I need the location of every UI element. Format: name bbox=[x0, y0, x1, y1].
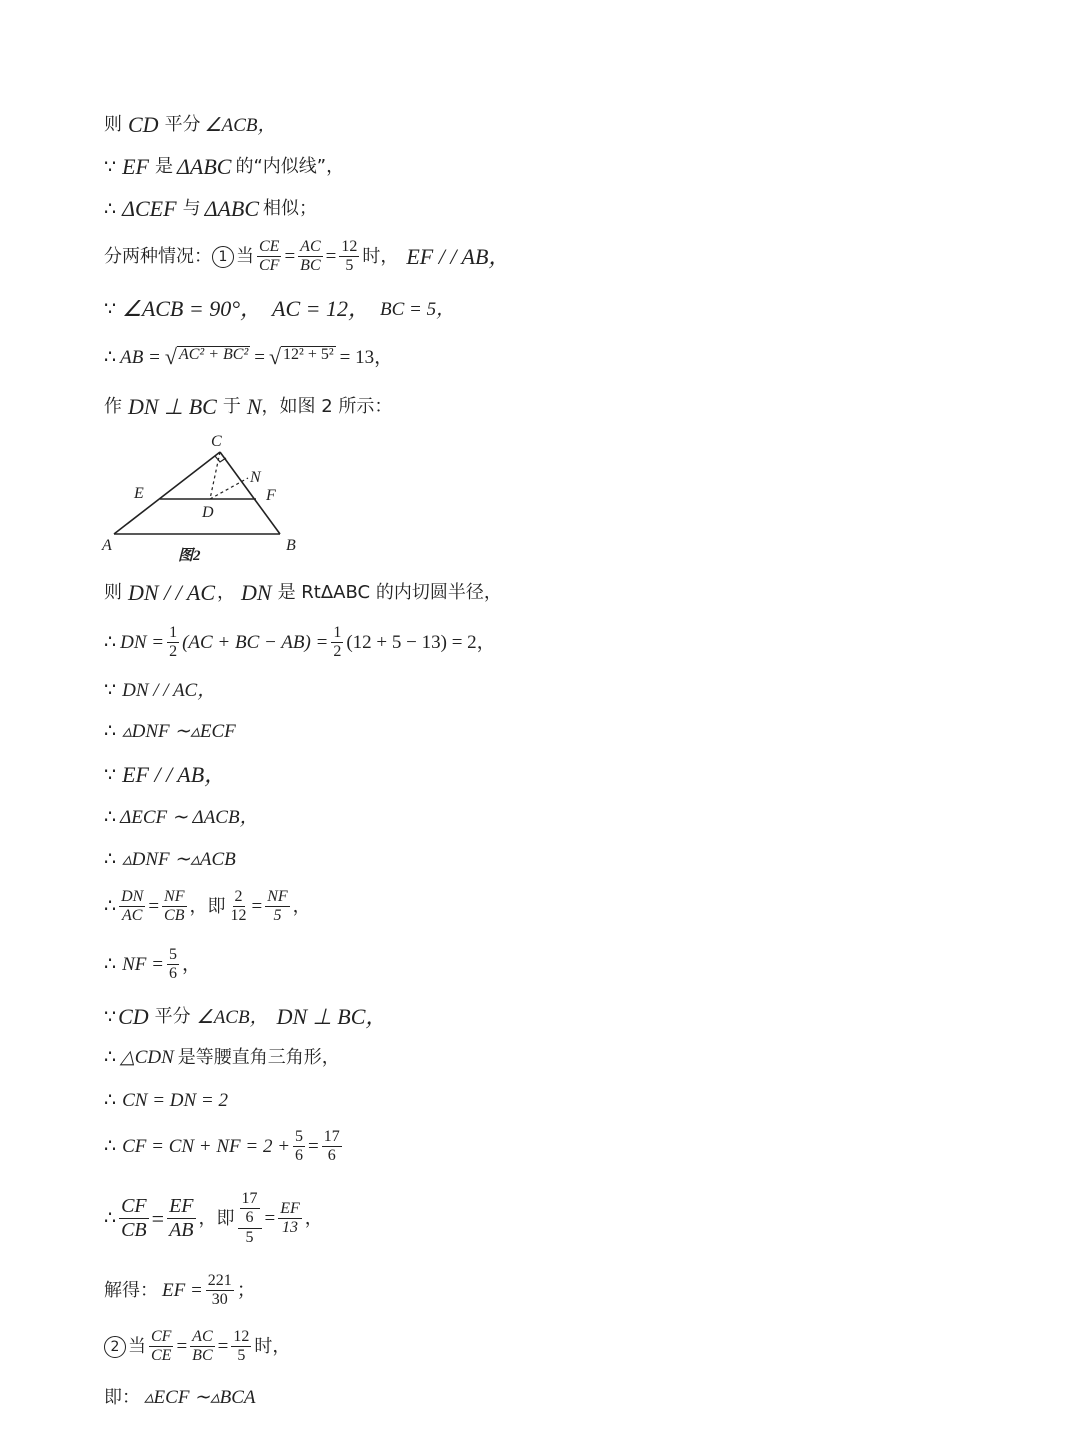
equals: = bbox=[325, 246, 337, 268]
math: DN bbox=[241, 580, 272, 605]
therefore-symbol: ∴ bbox=[104, 895, 117, 918]
text: 与 bbox=[182, 198, 201, 219]
text: 解得： bbox=[104, 1279, 158, 1301]
fraction: $\frac{2}{12}$ bbox=[230, 888, 247, 925]
therefore-symbol: ∴ bbox=[104, 1046, 117, 1068]
side-ac bbox=[114, 452, 220, 534]
fraction: $\frac{EF}{13}$ bbox=[280, 1199, 300, 1237]
line-24 bbox=[104, 1388, 256, 1407]
text: 分两种情况： bbox=[104, 245, 212, 267]
square-root: √ AC² + BC² bbox=[164, 344, 249, 369]
therefore-symbol: ∴ bbox=[104, 345, 117, 368]
because-symbol: ∵ bbox=[104, 297, 117, 320]
math: EF / / AB， bbox=[406, 243, 511, 269]
math: ▵DNF ∼▵ACB bbox=[122, 849, 236, 870]
label-n: N bbox=[250, 469, 261, 486]
line-22 bbox=[104, 1272, 256, 1310]
line-11 bbox=[104, 722, 236, 741]
line-10 bbox=[104, 681, 216, 700]
fraction: $\frac{NF}{5}$ bbox=[267, 888, 288, 925]
fraction: $\frac{12}{5}$ bbox=[233, 1328, 250, 1365]
therefore-symbol: ∴ bbox=[104, 720, 117, 742]
fraction: $\frac{EF}{AB}$ bbox=[169, 1195, 194, 1242]
fraction: $\frac{1}{2}$ bbox=[169, 624, 178, 661]
line-6 bbox=[104, 346, 393, 368]
line-20 bbox=[104, 1128, 345, 1166]
text: 于 bbox=[222, 396, 241, 417]
equals: = bbox=[217, 1336, 229, 1358]
text: 时， bbox=[254, 1335, 291, 1357]
line-16 bbox=[104, 946, 201, 984]
math: (12 + 5 − 13) = 2， bbox=[346, 632, 496, 654]
math: = 13， bbox=[339, 346, 394, 368]
therefore-symbol: ∴ bbox=[104, 806, 117, 828]
text: ， bbox=[217, 582, 236, 603]
fraction: $\frac{1}{2}$ bbox=[333, 624, 342, 661]
text: ， bbox=[292, 895, 311, 917]
math: NF = bbox=[122, 954, 164, 976]
text: 当 bbox=[128, 1335, 146, 1357]
because-symbol: ∵ bbox=[104, 1005, 117, 1028]
fraction: $\frac{CE}{CF}$ bbox=[259, 238, 280, 275]
math: EF = bbox=[162, 1280, 203, 1302]
text: 作 bbox=[104, 396, 122, 417]
text: 的“内似线”， bbox=[235, 156, 345, 177]
math: DN / / AC， bbox=[122, 680, 217, 701]
therefore-symbol: ∴ bbox=[104, 848, 117, 870]
compound-fraction: $\frac{\frac{17}{6}}{5}$ bbox=[238, 1190, 262, 1247]
therefore-symbol: ∴ bbox=[104, 197, 117, 220]
line-8 bbox=[104, 582, 502, 604]
label-d: D bbox=[202, 504, 214, 521]
label-e: E bbox=[134, 485, 144, 502]
line-2 bbox=[104, 156, 344, 178]
line-7 bbox=[104, 396, 392, 418]
label-a: A bbox=[102, 537, 112, 554]
line-3 bbox=[104, 198, 317, 220]
math: ΔCEF bbox=[122, 196, 177, 221]
equals: = bbox=[151, 1205, 165, 1231]
equals: = bbox=[176, 1336, 188, 1358]
circled-number: 2 bbox=[104, 1336, 126, 1358]
text: ； bbox=[236, 1280, 256, 1302]
therefore-symbol: ∴ bbox=[104, 953, 117, 976]
label-b: B bbox=[286, 537, 296, 554]
math: ∠ACB， bbox=[196, 1006, 269, 1028]
math: ∠ACB = 90°， bbox=[122, 296, 263, 321]
fraction: $\frac{CF}{CE}$ bbox=[151, 1328, 172, 1365]
line-23 bbox=[104, 1328, 290, 1366]
because-symbol: ∵ bbox=[104, 155, 117, 178]
text: 平分 bbox=[164, 114, 201, 135]
math: AC = 12， bbox=[272, 296, 370, 321]
line-12 bbox=[104, 764, 226, 786]
fraction: $\frac{12}{5}$ bbox=[341, 238, 358, 275]
math: DN ⊥ BC bbox=[128, 394, 217, 419]
fraction: $\frac{AC}{BC}$ bbox=[192, 1328, 213, 1365]
line-14 bbox=[104, 850, 236, 869]
label-f: F bbox=[266, 487, 276, 504]
text: ，如图 2 所示： bbox=[261, 396, 393, 417]
math: EF bbox=[122, 154, 149, 179]
equals: = bbox=[264, 1208, 276, 1230]
math: ∠ACB， bbox=[204, 114, 277, 136]
text: ， bbox=[304, 1207, 323, 1229]
math: (AC + BC − AB) = bbox=[182, 632, 329, 654]
fraction: $\frac{CF}{CB}$ bbox=[121, 1195, 147, 1242]
text: ，即 bbox=[198, 1207, 235, 1229]
equals: = bbox=[148, 896, 160, 918]
line-13 bbox=[104, 808, 259, 827]
math: DN = bbox=[120, 632, 165, 654]
because-symbol: ∵ bbox=[104, 763, 117, 786]
line-4 bbox=[104, 238, 510, 276]
square-root: √ 12² + 5² bbox=[268, 344, 334, 369]
equals: = bbox=[308, 1136, 319, 1158]
therefore-symbol: ∴ bbox=[104, 631, 117, 654]
math: ΔABC bbox=[204, 196, 260, 221]
line-1 bbox=[104, 114, 276, 136]
text: 则 bbox=[104, 582, 122, 603]
fraction: $\frac{221}{30}$ bbox=[207, 1272, 232, 1309]
figure-caption: 图2 bbox=[178, 548, 201, 564]
math: AB = bbox=[120, 346, 161, 368]
text: 是 bbox=[154, 156, 173, 177]
text: 当 bbox=[236, 245, 254, 267]
math: ， bbox=[181, 954, 201, 976]
math: CD bbox=[118, 1004, 149, 1029]
therefore-symbol: ∴ bbox=[104, 1089, 117, 1111]
fraction: $\frac{5}{6}$ bbox=[168, 946, 177, 983]
fraction: $\frac{AC}{BC}$ bbox=[300, 238, 321, 275]
therefore-symbol: ∴ bbox=[104, 1207, 117, 1230]
text: 是 RtΔABC 的内切圆半径， bbox=[277, 582, 502, 603]
math: CN = DN = 2 bbox=[122, 1090, 228, 1111]
math: EF / / AB， bbox=[122, 762, 227, 787]
line-5 bbox=[104, 298, 455, 320]
therefore-symbol: ∴ bbox=[104, 1135, 117, 1158]
text: ，即 bbox=[189, 895, 226, 917]
math: ▵ECF ∼▵BCA bbox=[144, 1387, 256, 1408]
math: DN ⊥ BC， bbox=[276, 1004, 388, 1029]
text: 平分 bbox=[154, 1006, 191, 1027]
text: 相似； bbox=[263, 198, 318, 219]
figure-svg bbox=[96, 428, 316, 568]
segment-dn bbox=[210, 478, 248, 499]
triangle-figure bbox=[96, 428, 316, 568]
fraction: $\frac{DN}{AC}$ bbox=[121, 888, 144, 925]
equals: = bbox=[251, 896, 263, 918]
circled-number: 1 bbox=[212, 246, 234, 268]
fraction: $\frac{5}{6}$ bbox=[295, 1128, 304, 1165]
math: N bbox=[246, 394, 262, 419]
text: 时， bbox=[362, 245, 399, 267]
line-17 bbox=[104, 1006, 387, 1028]
equals: = bbox=[254, 346, 265, 368]
math: △CDN bbox=[120, 1047, 174, 1068]
text: 即： bbox=[104, 1386, 140, 1408]
math: ΔABC bbox=[176, 154, 232, 179]
because-symbol: ∵ bbox=[104, 679, 117, 701]
fraction: $\frac{17}{6}$ bbox=[323, 1128, 340, 1165]
line-15 bbox=[104, 888, 311, 926]
label-c: C bbox=[211, 433, 222, 450]
math: ΔECF ∼ ΔACB， bbox=[120, 807, 259, 828]
math: CD bbox=[128, 112, 159, 137]
text: 则 bbox=[104, 114, 122, 135]
text: 是等腰直角三角形， bbox=[177, 1046, 340, 1068]
line-9 bbox=[104, 624, 496, 662]
math: ▵DNF ∼▵ECF bbox=[122, 721, 236, 742]
math: BC = 5， bbox=[379, 298, 456, 320]
fraction: $\frac{NF}{CB}$ bbox=[164, 888, 185, 925]
line-19 bbox=[104, 1091, 228, 1110]
math: DN / / AC bbox=[128, 580, 216, 605]
line-21 bbox=[104, 1190, 323, 1247]
line-18 bbox=[104, 1048, 340, 1067]
equals: = bbox=[284, 246, 296, 268]
math: CF = CN + NF = 2 + bbox=[122, 1136, 291, 1158]
